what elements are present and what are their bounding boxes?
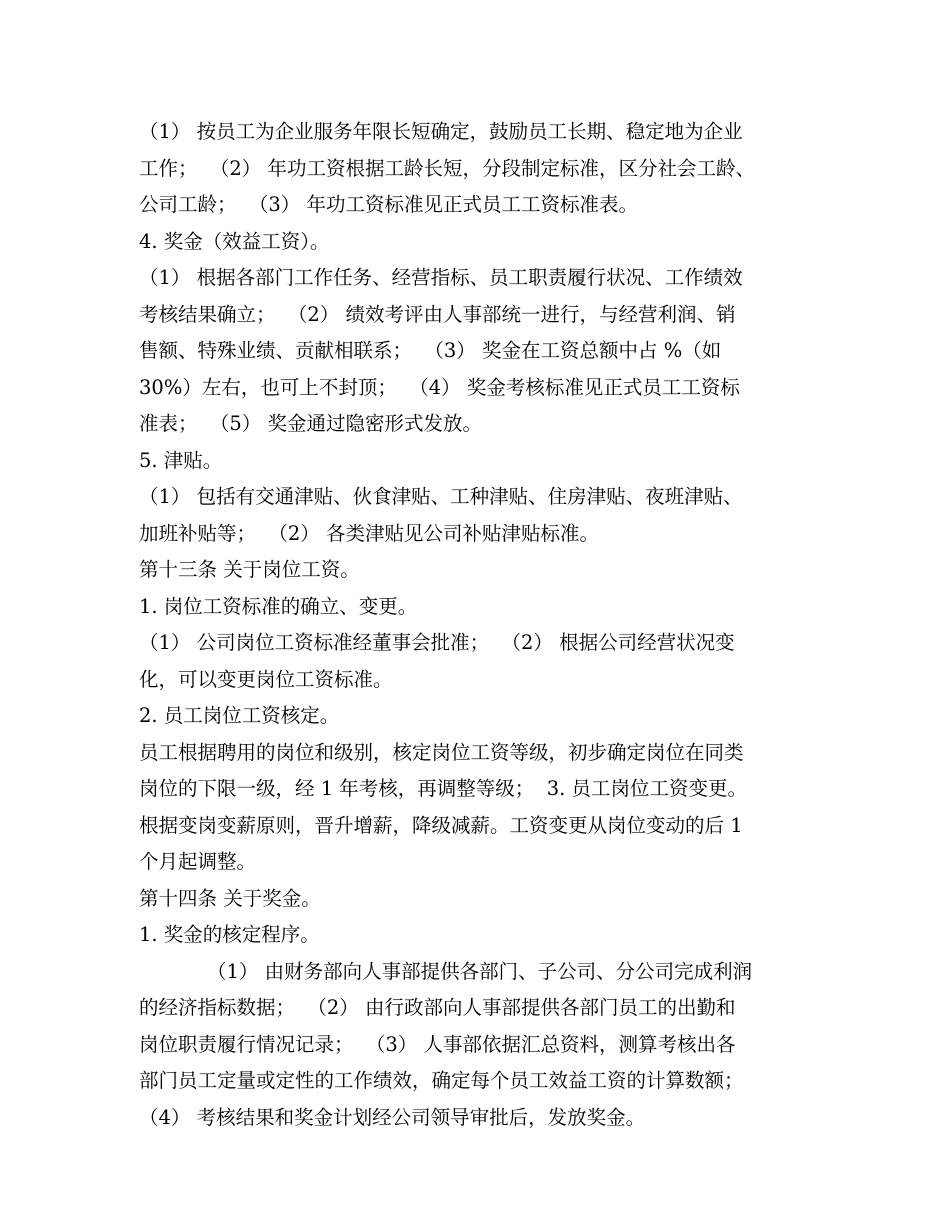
text-line-1: （1） 按员工为企业服务年限长短确定，鼓励员工长期、稳定地为企业: [139, 120, 743, 143]
section-heading-bonus-procedure: 1. 奖金的核定程序。: [139, 923, 320, 946]
text-line-21: 个月起调整。: [139, 850, 257, 873]
text-line-15: （1） 公司岗位工资标准经董事会批准； （2） 根据公司经营状况变: [139, 631, 735, 654]
section-heading-allowance: 5. 津贴。: [139, 448, 223, 472]
text-line-28: （4） 考核结果和奖金计划经公司领导审批后，发放奖金。: [139, 1105, 646, 1129]
document-body: [139, 114, 829, 1136]
article-13-heading: 第十三条 关于岗位工资。: [139, 558, 360, 581]
text-line-19: 岗位的下限一级，经 1 年考核，再调整等级； 3. 员工岗位工资变更。: [139, 777, 748, 800]
text-line-25: 的经济指标数据； （2） 由行政部向人事部提供各部门员工的出勤和: [139, 996, 736, 1019]
text-line-7: 售额、特殊业绩、贡献相联系； （3） 奖金在工资总额中占 %（如: [139, 339, 722, 362]
text-line-16: 化，可以变更岗位工资标准。: [139, 667, 393, 691]
text-line-12: 加班补贴等； （2） 各类津贴见公司补贴津贴标准。: [139, 521, 600, 545]
section-heading-position-wage-standard: 1. 岗位工资标准的确立、变更。: [139, 594, 418, 618]
text-line-26: 岗位职责履行情况记录； （3） 人事部依据汇总资料，测算考核出各: [139, 1032, 736, 1056]
text-line-18: 员工根据聘用的岗位和级别，核定岗位工资等级，初步确定岗位在同类: [139, 740, 744, 764]
article-14-heading: 第十四条 关于奖金。: [139, 886, 321, 910]
text-line-20: 根据变岗变薪原则，晋升增薪，降级减薪。工资变更从岗位变动的后 1: [139, 813, 743, 837]
text-line-2: 工作； （2） 年功工资根据工龄长短，分段制定标准，区分社会工龄、: [139, 156, 756, 180]
text-line-24: （1） 由财务部向人事部提供各部门、子公司、分公司完成利润: [207, 959, 753, 983]
text-line-27: 部门员工定量或定性的工作绩效，确定每个员工效益工资的计算数额；: [139, 1069, 744, 1092]
text-line-6: 考核结果确立； （2） 绩效考评由人事部统一进行，与经营利润、销: [139, 302, 736, 326]
section-heading-bonus: 4. 奖金（效益工资）。: [139, 229, 330, 253]
text-line-5: （1） 根据各部门工作任务、经营指标、员工职责履行状况、工作绩效: [139, 266, 743, 289]
text-line-11: （1） 包括有交通津贴、伙食津贴、工种津贴、住房津贴、夜班津贴、: [139, 485, 743, 508]
section-heading-wage-verification: 2. 员工岗位工资核定。: [139, 704, 340, 727]
text-line-8: 30%）左右，也可上不封顶； （4） 奖金考核标准见正式员工工资标: [139, 375, 740, 399]
text-line-9: 准表； （5） 奖金通过隐密形式发放。: [139, 412, 483, 435]
text-line-3: 公司工龄； （3） 年功工资标准见正式员工工资标准表。: [139, 193, 639, 216]
